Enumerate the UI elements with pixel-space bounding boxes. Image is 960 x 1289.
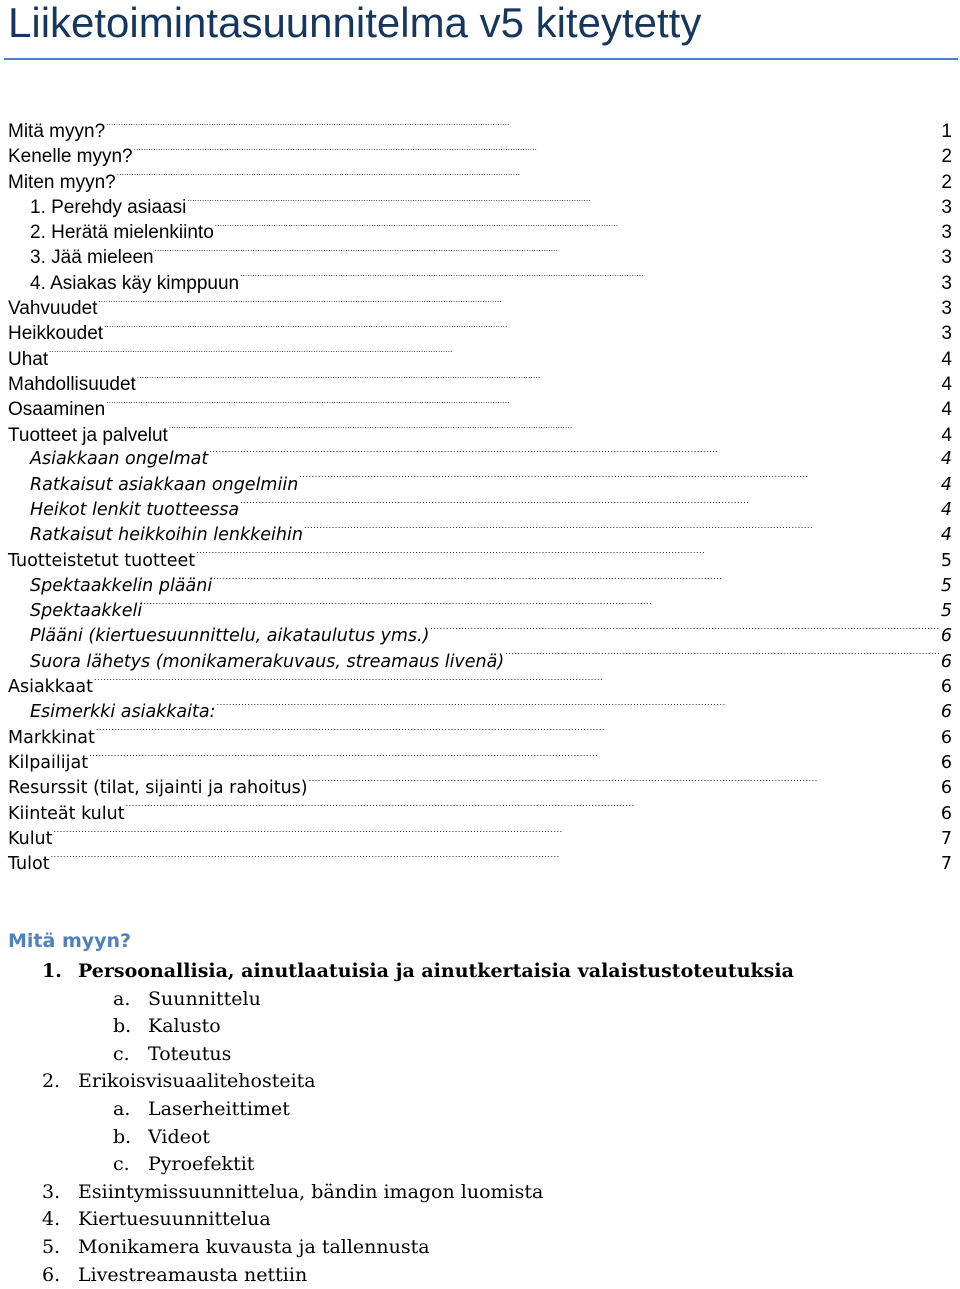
list-item-text: Esiintymissuunnittelua, bändin imagon luomista [78, 1180, 544, 1203]
list-item-number: 6. [42, 1263, 61, 1286]
toc-dot-leader [143, 599, 940, 617]
toc-dot-leader [304, 523, 940, 541]
toc-dot-leader [89, 750, 940, 768]
toc-entry-label: Mahdollisuudet [8, 373, 136, 395]
toc-entry[interactable] [8, 649, 952, 674]
toc-dot-leader [187, 194, 940, 213]
list-item [0, 1234, 960, 1262]
toc-entry[interactable] [8, 396, 952, 421]
toc-dot-leader [505, 649, 940, 667]
list-item-text: Livestreamausta nettiin [78, 1263, 308, 1286]
toc-entry[interactable] [8, 346, 952, 371]
list-item [0, 1262, 960, 1289]
toc-entry-label: Kilpailijat [8, 752, 89, 773]
sub-list-item-letter: c. [113, 1042, 130, 1065]
sub-list-item-text: Suunnittelu [148, 987, 261, 1010]
toc-entry-label: Tuotteet ja palvelut [8, 424, 168, 446]
toc-entry[interactable] [8, 801, 952, 826]
sub-list-item [0, 1096, 960, 1124]
toc-entry[interactable] [8, 371, 952, 396]
toc-dot-leader [134, 143, 941, 162]
title-underline [4, 58, 958, 60]
toc-entry-page: 3 [941, 247, 952, 269]
sub-list-item-letter: a. [113, 1097, 131, 1120]
sub-list-item-text: Kalusto [148, 1015, 221, 1038]
toc-entry-page: 6 [940, 702, 952, 723]
toc-entry-page: 4 [941, 399, 952, 421]
toc-dot-leader [299, 472, 940, 490]
list-item-text: Persoonallisia, ainutlaatuisia ja ainutkertaisia valaistustoteutuksia [78, 960, 794, 982]
toc-entry-label: Asiakkaan ongelmat [30, 449, 209, 470]
list-item-number: 1. [42, 960, 62, 982]
toc-dot-leader [137, 371, 941, 390]
sub-list-item [0, 1151, 960, 1179]
sub-list-item-text: Laserheittimet [148, 1097, 290, 1120]
toc-entry-label: Suora lähetys (monikamerakuvaus, streamaus livenä) [30, 651, 505, 672]
toc-entry[interactable] [8, 143, 952, 168]
list-item [0, 1179, 960, 1207]
toc-entry-page: 7 [940, 828, 952, 849]
toc-entry-page: 4 [941, 424, 952, 446]
numbered-list [0, 958, 960, 1289]
toc-entry-page: 6 [940, 626, 952, 647]
toc-entry[interactable] [8, 169, 952, 194]
document-title: Liiketoimintasuunnitelma v5 kiteytetty [8, 0, 702, 46]
list-item [0, 958, 960, 986]
toc-dot-leader [106, 118, 940, 137]
toc-entry-page: 5 [940, 575, 952, 596]
toc-entry[interactable] [8, 750, 952, 775]
toc-entry-label: Miten myyn? [8, 171, 116, 193]
toc-dot-leader [117, 169, 941, 188]
toc-entry-page: 4 [940, 499, 952, 520]
toc-entry-page: 4 [941, 348, 952, 370]
toc-dot-leader [106, 396, 940, 415]
toc-entry-page: 6 [940, 803, 952, 824]
toc-entry[interactable] [8, 422, 952, 447]
toc-entry[interactable] [8, 599, 952, 624]
toc-entry-page: 3 [941, 222, 952, 244]
toc-entry-label: Kulut [8, 828, 53, 849]
list-item-text: Erikoisvisuaalitehosteita [78, 1070, 316, 1093]
list-item-text: Monikamera kuvausta ja tallennusta [78, 1235, 430, 1258]
toc-entry-label: Uhat [8, 348, 49, 370]
toc-entry-label: 4. Asiakas käy kimppuun [30, 272, 240, 294]
sub-list-item-letter: c. [113, 1153, 130, 1176]
list-item [0, 1206, 960, 1234]
toc-dot-leader [240, 270, 940, 289]
toc-dot-leader [309, 776, 940, 794]
toc-entry-label: Ratkaisut heikkoihin lenkkeihin [30, 525, 303, 546]
toc-entry-page: 3 [941, 272, 952, 294]
toc-entry-page: 4 [941, 373, 952, 395]
list-item-number: 3. [42, 1180, 61, 1203]
toc-entry-label: Asiakkaat [8, 677, 93, 698]
toc-dot-leader [94, 675, 940, 693]
list-item-number: 2. [42, 1070, 61, 1093]
toc-entry-page: 4 [940, 449, 952, 470]
toc-entry-page: 4 [940, 474, 952, 495]
toc-entry[interactable] [8, 472, 952, 497]
toc-dot-leader [54, 826, 940, 844]
toc-entry[interactable] [8, 826, 952, 851]
toc-entry-label: Tuotteistetut tuotteet [8, 550, 196, 571]
toc-entry-page: 6 [940, 752, 952, 773]
sub-list-item-letter: b. [113, 1125, 132, 1148]
toc-entry-page: 3 [941, 323, 952, 345]
toc-dot-leader [49, 346, 940, 365]
toc-entry-page: 1 [941, 121, 952, 142]
toc-entry[interactable] [8, 447, 952, 472]
toc-entry-label: 3. Jää mieleen [30, 247, 154, 269]
toc-entry-label: Osaaminen [8, 399, 106, 421]
toc-entry-label: Mitä myyn? [8, 121, 106, 142]
toc-dot-leader [169, 422, 941, 441]
toc-entry-label: Plääni (kiertuesuunnittelu, aikataulutus yms.) [30, 626, 430, 647]
toc-entry-label: 1. Perehdy asiaasi [30, 196, 187, 218]
toc-entry-page: 6 [940, 778, 952, 799]
toc-entry[interactable] [8, 320, 952, 345]
section-heading: Mitä myyn? [8, 930, 132, 952]
toc-dot-leader [213, 573, 940, 591]
table-of-contents [8, 118, 952, 877]
list-item-number: 5. [42, 1235, 61, 1258]
toc-entry[interactable] [8, 548, 952, 573]
sub-list-item-text: Toteutus [148, 1042, 232, 1065]
toc-entry-label: Vahvuudet [8, 298, 98, 320]
toc-dot-leader [240, 497, 940, 515]
toc-dot-leader [98, 295, 940, 314]
toc-entry[interactable] [8, 270, 952, 295]
toc-entry[interactable] [8, 700, 952, 725]
sub-list-item-letter: a. [113, 987, 131, 1010]
toc-entry-label: Markkinat [8, 727, 95, 748]
toc-dot-leader [217, 700, 940, 718]
toc-entry-page: 7 [940, 854, 952, 875]
toc-entry[interactable] [8, 295, 952, 320]
toc-entry-page: 2 [941, 146, 952, 168]
toc-entry[interactable] [8, 852, 952, 877]
toc-entry[interactable] [8, 523, 952, 548]
list-item [0, 1068, 960, 1096]
toc-entry[interactable] [8, 219, 952, 244]
toc-dot-leader [430, 624, 939, 642]
toc-entry-label: Kiinteät kulut [8, 803, 125, 824]
toc-dot-leader [126, 801, 940, 819]
toc-entry-page: 6 [940, 727, 952, 748]
sub-list-item-letter: b. [113, 1015, 132, 1038]
toc-entry-page: 5 [940, 601, 952, 622]
toc-entry-label: Spektaakkeli [30, 601, 143, 622]
toc-dot-leader [104, 320, 940, 339]
sub-list-item-text: Videot [148, 1125, 210, 1148]
list-item-text: Kiertuesuunnittelua [78, 1208, 271, 1231]
toc-entry-label: Spektaakkelin plääni [30, 575, 213, 596]
toc-entry-page: 2 [941, 171, 952, 193]
toc-entry-label: Esimerkki asiakkaita: [30, 702, 216, 723]
toc-entry-page: 6 [940, 651, 952, 672]
toc-entry[interactable] [8, 725, 952, 750]
toc-entry-label: Resurssit (tilat, sijainti ja rahoitus) [8, 778, 308, 799]
sub-list-item [0, 986, 960, 1014]
toc-entry-label: Heikkoudet [8, 323, 104, 345]
toc-entry[interactable] [8, 573, 952, 598]
toc-entry-label: Kenelle myyn? [8, 146, 133, 168]
toc-entry-page: 6 [940, 677, 952, 698]
list-item-number: 4. [42, 1208, 61, 1231]
toc-dot-leader [51, 852, 940, 870]
toc-entry[interactable] [8, 624, 952, 649]
toc-dot-leader [155, 244, 941, 263]
toc-entry[interactable] [8, 244, 952, 269]
toc-entry-page: 3 [941, 298, 952, 320]
sub-list-item [0, 1124, 960, 1152]
toc-entry[interactable] [8, 194, 952, 219]
toc-entry-page: 5 [940, 550, 952, 571]
sub-list-item-text: Pyroefektit [148, 1153, 255, 1176]
toc-dot-leader [209, 447, 940, 465]
sub-list-item [0, 1041, 960, 1069]
toc-entry-label: Ratkaisut asiakkaan ongelmiin [30, 474, 299, 495]
toc-entry[interactable] [8, 776, 952, 801]
toc-entry-page: 3 [941, 196, 952, 218]
sub-list-item [0, 1013, 960, 1041]
toc-entry[interactable] [8, 497, 952, 522]
toc-entry[interactable] [8, 118, 952, 143]
toc-dot-leader [215, 219, 941, 238]
toc-entry-label: 2. Herätä mielenkiinto [30, 222, 214, 244]
toc-entry-page: 4 [940, 525, 952, 546]
toc-dot-leader [196, 548, 940, 566]
toc-entry[interactable] [8, 675, 952, 700]
toc-dot-leader [96, 725, 940, 743]
toc-entry-label: Heikot lenkit tuotteessa [30, 499, 240, 520]
toc-entry-label: Tulot [8, 854, 50, 875]
